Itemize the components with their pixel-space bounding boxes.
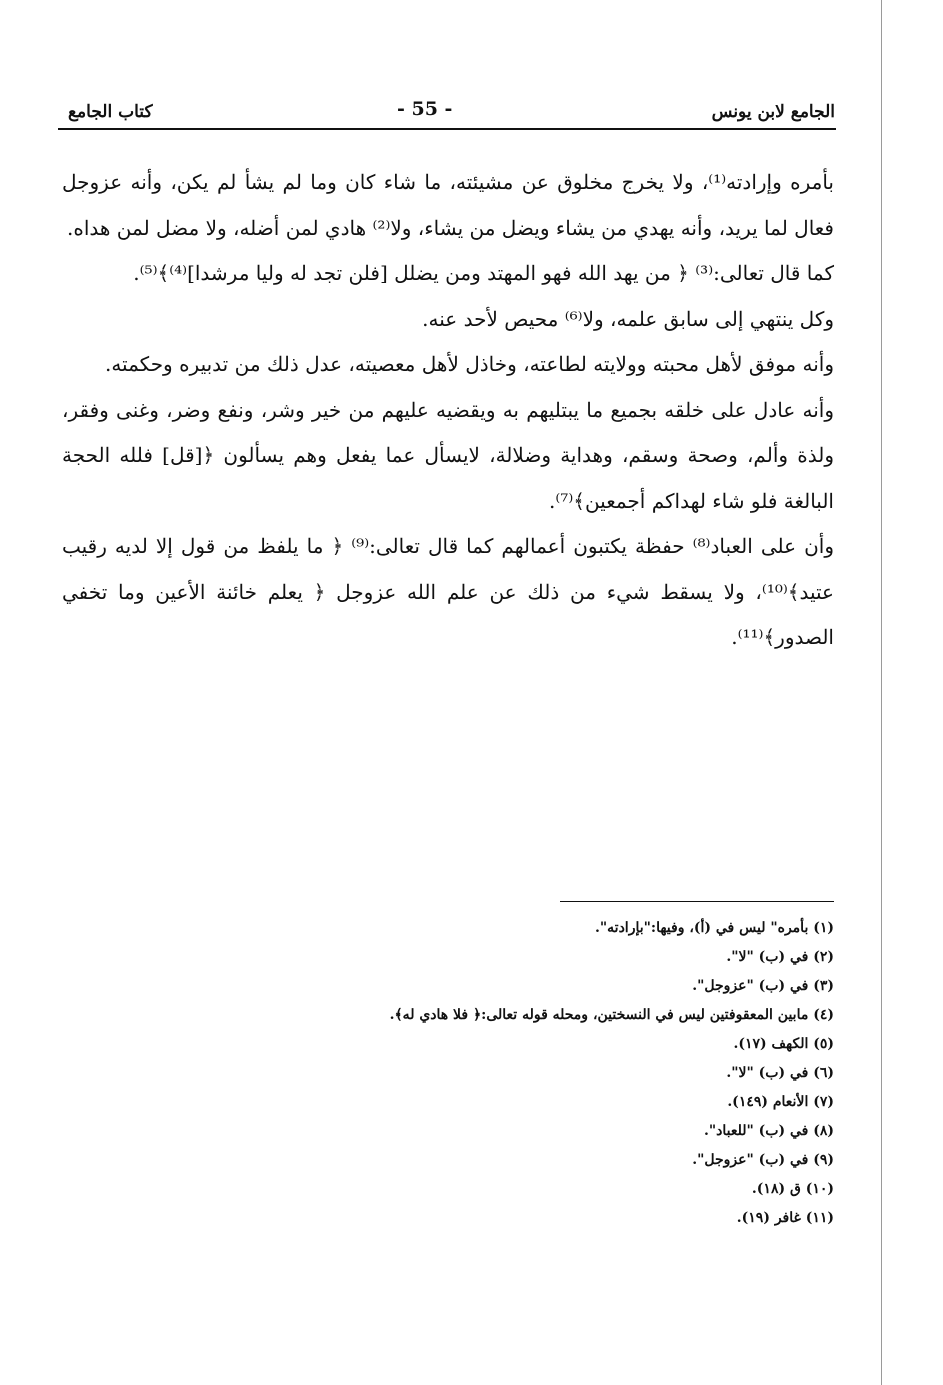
header-book-title: الجامع لابن يونس [711, 102, 835, 122]
paragraph: كما قال تعالى:⁽³⁾ ﴿ من يهد الله فهو المهتد ومن يضلل [فلن تجد له وليا مرشدا]⁽⁴⁾﴾⁽⁵⁾. [133, 261, 834, 285]
running-header [60, 98, 835, 128]
footnote: (٨) في (ب) "للعباد". [703, 1123, 834, 1139]
footnote: (٣) في (ب) "عزوجل". [692, 978, 834, 994]
footnote: (٥) الكهف (١٧). [733, 1036, 834, 1052]
page-edge-line [881, 0, 882, 1385]
paragraph: وأن على العباد⁽⁸⁾ حفظة يكتبون أعمالهم كما قال تعالى:⁽⁹⁾ ﴿ ما يلفظ من قول إلا لديه رقيب عتيد﴾⁽¹⁰⁾، ولا يسقط شيء من ذلك عن علم الله عزوجل ﴿ يعلم خائنة الأعين وما تخفي الصدور﴾⁽¹¹⁾. [62, 534, 834, 649]
footnote: (٩) في (ب) "عزوجل". [692, 1152, 834, 1168]
paragraph: وأنه موفق لأهل محبته وولايته لطاعته، وخاذل لأهل معصيته، عدل ذلك من تدبيره وحكمته. [104, 352, 834, 376]
paragraph: وأنه عادل على خلقه بجميع ما يبتليهم به ويقضيه عليهم من خير وشر، ونفع وضر، وغنى وفقر، ولذة وألم، وصحة وسقم، وهداية وضلالة، لايسأل عما يفعل وهم يسألون ﴿[قل] فلله الحجة البالغة فلو شاء لهداكم أجمعين﴾⁽⁷⁾. [62, 397, 834, 513]
header-rule [58, 128, 836, 130]
paragraph: بأمره وإرادته⁽¹⁾، ولا يخرج مخلوق عن مشيئته، ما شاء كان وما لم يشأ لم يكن، وأنه عزوجل فعال لما يريد، وأنه يهدي من يشاء ويضل من يشاء، ولا⁽²⁾ هادي لمن أضله، ولا مضل لمن هداه. [62, 170, 834, 240]
main-text [62, 160, 834, 661]
footnote: (١) بأمره" ليس في (أ)، وفيها:"بإرادته". [595, 920, 834, 936]
footnote: (٤) مابين المعقوفتين ليس في النسختين، ومحله قوله تعالى:﴿ فلا هادي له﴾. [389, 1007, 834, 1023]
footnote: (٦) في (ب) "لا". [726, 1065, 834, 1081]
footnote: (٢) في (ب) "لا". [726, 949, 834, 965]
footnotes [60, 914, 834, 1233]
footnote-separator [560, 901, 834, 902]
footnote: (١٠) ق (١٨). [751, 1181, 834, 1197]
page-number: - 55 - [397, 98, 453, 120]
footnote: (١١) غافر (١٩). [736, 1210, 834, 1226]
footnote: (٧) الأنعام (١٤٩). [727, 1094, 834, 1110]
header-chapter-title: كتاب الجامع [68, 102, 153, 122]
paragraph: وكل ينتهي إلى سابق علمه، ولا⁽⁶⁾ محيص لأحد عنه. [422, 306, 834, 331]
